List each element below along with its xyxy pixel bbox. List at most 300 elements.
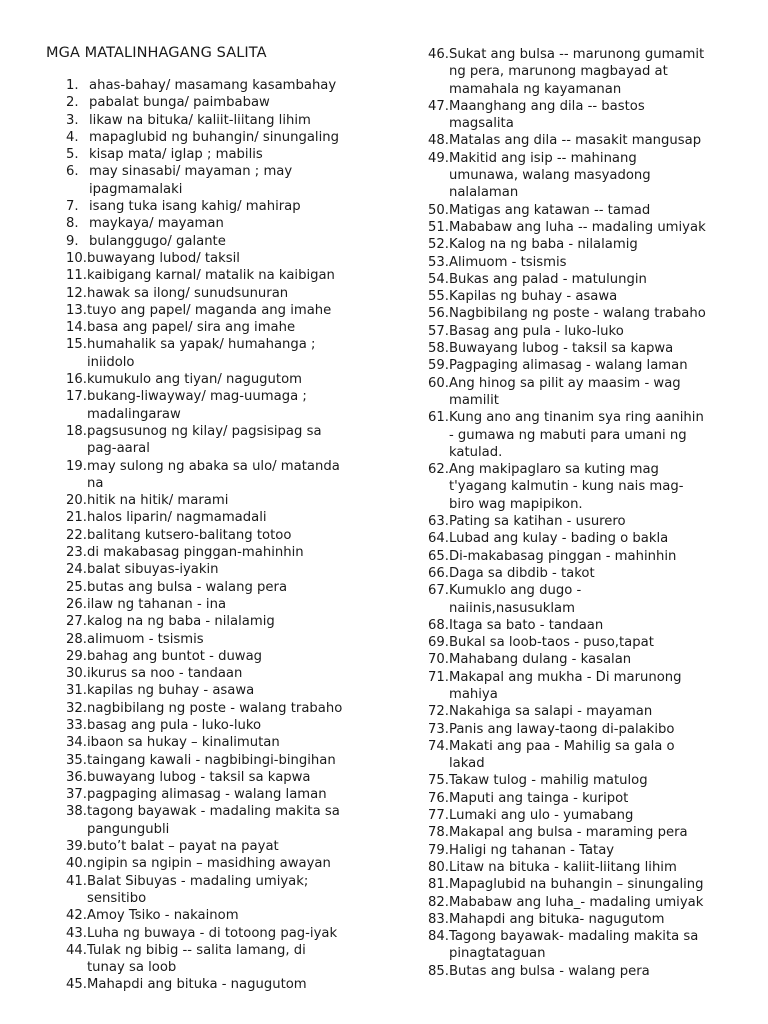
item-number: 42. [66,908,87,924]
item-text-line: Kumuklo ang dugo - [448,583,582,599]
list-item [428,565,728,582]
item-number: 14. [66,320,87,336]
item-number: 8. [66,216,79,232]
item-text [87,336,316,371]
item-text [449,842,614,859]
item-text-line: mamahala ng kayamanan [448,81,622,97]
item-text-line: tagong bayawak - madaling makita sa [86,804,340,820]
list-item [428,790,728,807]
item-number: 54. [428,271,449,287]
list-item [66,423,366,458]
item-text [87,561,219,578]
item-text-line: Tulak ng bibig -- salita lamang, di [86,942,306,958]
item-text [87,631,204,648]
list-item [66,631,366,648]
item-number: 85. [428,963,449,979]
list-item [66,855,366,872]
item-text [87,976,307,993]
item-text-line: magsalita [448,116,514,132]
list-item [428,409,728,461]
list-item [66,786,366,803]
item-number: 15. [66,337,87,353]
item-text-line: bukang-liwayway/ mag-uumaga ; [86,389,307,405]
item-text-line: t'yagang kalmutin - kung nais mag- [448,479,684,495]
item-text [87,665,242,682]
item-text-line: Itaga sa bato - tandaan [448,617,604,633]
item-text [87,648,262,665]
list-item [428,202,728,219]
item-text-line: balitang kutsero-balitang totoo [86,527,292,543]
item-text-line: Bukas ang palad - matulungin [448,271,647,287]
item-text [449,46,704,98]
item-number: 32. [66,700,87,716]
item-text-line: ilaw ng tahanan - ina [86,596,227,612]
item-text [87,838,279,855]
list-item [66,146,366,163]
list-item [428,323,728,340]
item-text [449,876,704,893]
item-text [87,492,228,509]
item-text [87,388,307,423]
item-text [449,323,624,340]
list-item [66,509,366,526]
item-number: 40. [66,856,87,872]
item-text [449,254,567,271]
item-number: 70. [428,652,449,668]
list-item [66,925,366,942]
item-text [449,928,698,963]
item-number: 84. [428,929,449,945]
item-text-line: taingang kawali - nagbibingi-bingihan [86,752,336,768]
item-number: 50. [428,202,449,218]
item-text [449,202,650,219]
item-text-line: - gumawa ng mabuti para umani ng [448,427,687,443]
item-number: 81. [428,877,449,893]
item-number: 43. [66,925,87,941]
item-text-line: hawak sa ilong/ sunudsunuran [86,285,289,301]
item-text [449,375,681,410]
item-number: 28. [66,631,87,647]
list-item [428,842,728,859]
list-item [66,579,366,596]
item-number: 18. [66,423,87,439]
item-text-line: Nakahiga sa salapi - mayaman [448,704,653,720]
list-item [428,236,728,253]
item-text-line: may sulong ng abaka sa ulo/ matanda [86,458,340,474]
item-text [449,634,654,651]
item-number: 66. [428,565,449,581]
item-text [87,682,254,699]
item-text [87,509,267,526]
item-text-line: Butas ang bulsa - walang pera [448,963,650,979]
item-text-line: ngipin sa ngipin – masidhing awayan [86,856,331,872]
item-text-line: bahag ang buntot - duwag [86,648,263,664]
item-text [87,579,287,596]
list-item [428,582,728,617]
item-text-line: Takaw tulog - mahilig matulog [448,773,648,789]
item-text [449,530,668,547]
item-number: 2. [66,95,79,111]
item-number: 10. [66,250,87,266]
item-number: 6. [66,164,79,180]
item-text [449,132,701,149]
item-text-line: halos liparin/ nagmamadali [86,510,267,526]
item-text [87,752,336,769]
page-title: MGA MATALINHAGANG SALITA [46,45,267,61]
item-number: 3. [66,112,79,128]
list-item [428,219,728,236]
item-number: 47. [428,98,449,114]
item-text [449,617,603,634]
item-text-line: Tagong bayawak- madaling makita sa [448,929,699,945]
item-text-line: Maanghang ang dila -- bastos [448,98,645,114]
item-text-line: may sinasabi/ mayaman ; may [89,164,293,180]
list-item [428,651,728,668]
item-number: 83. [428,911,449,927]
list-item [428,254,728,271]
item-text [87,942,306,977]
item-text [87,873,308,908]
item-text-line: balat sibuyas-iyakin [86,562,219,578]
item-text [87,717,261,734]
item-number: 39. [66,839,87,855]
list-item [66,285,366,302]
item-text-line: Litaw na bituka - kaliit-liitang lihim [448,859,677,875]
item-text-line: katulad. [448,444,503,460]
list-item [428,530,728,547]
item-number: 5. [66,147,79,163]
item-number: 29. [66,648,87,664]
item-text [89,129,339,146]
item-text [449,461,683,513]
list-item [428,513,728,530]
list-item [428,132,728,149]
item-number: 11. [66,268,87,284]
item-text-line: bulanggugo/ galante [89,233,226,249]
item-text-line: alimuom - tsismis [86,631,204,647]
item-text [87,803,340,838]
list-item [66,873,366,908]
item-text-line: mahiya [448,686,498,702]
item-text [449,219,706,236]
list-item [428,98,728,133]
item-text [89,146,263,163]
item-text-line: Bukal sa loob-taos - puso,tapat [448,635,654,651]
item-text-line: Pagpaging alimasag - walang laman [448,358,688,374]
list-item [66,734,366,751]
item-number: 71. [428,669,449,685]
item-number: 17. [66,389,87,405]
item-number: 78. [428,825,449,841]
item-text-line: pag-aaral [86,441,150,457]
item-number: 56. [428,306,449,322]
item-text-line: Lubad ang kulay - bading o bakla [448,531,669,547]
item-text [449,340,673,357]
item-number: 64. [428,531,449,547]
item-number: 49. [428,150,449,166]
item-text [89,94,270,111]
item-text-line: Ang hinog sa pilit ay maasim - wag [448,375,681,391]
item-text [87,302,331,319]
item-number: 79. [428,842,449,858]
item-text-line: Mahapdi ang bituka- nagugutom [448,911,665,927]
item-text-line: buwayang lubod/ taksil [86,250,240,266]
list-item [428,703,728,720]
item-number: 33. [66,717,87,733]
item-number: 16. [66,372,87,388]
item-text [449,807,633,824]
item-text-line: Sukat ang bulsa -- marunong gumamit [448,47,705,62]
item-text-line: hitik na hitik/ marami [86,493,229,509]
item-text-line: kumukulo ang tiyan/ nagugutom [86,372,302,388]
list-item [428,634,728,651]
list-item [66,94,366,111]
item-number: 75. [428,773,449,789]
item-text [449,859,677,876]
list-item [66,682,366,699]
item-text-line: iniidolo [86,354,135,370]
list-item [66,700,366,717]
item-text-line: kaibigang karnal/ matalik na kaibigan [86,268,335,284]
item-text-line: pagpaging alimasag - walang laman [86,787,327,803]
item-text-line: buto’t balat – payat na payat [86,839,279,855]
item-text [449,150,651,202]
item-text [89,198,301,215]
list-item [66,267,366,284]
item-number: 61. [428,410,449,426]
list-item [66,319,366,336]
list-item [428,150,728,202]
item-text [87,700,342,717]
item-text-line: isang tuka isang kahig/ mahirap [89,199,301,215]
item-text [87,267,335,284]
item-text [89,233,226,250]
item-number: 13. [66,302,87,318]
item-number: 44. [66,942,87,958]
item-text-line: nalalaman [448,185,519,201]
item-text-line: Kung ano ang tinanim sya ring aanihin [448,410,704,426]
item-text-line: nagbibilang ng poste - walang trabaho [86,700,343,716]
list-item [428,738,728,773]
list-item [428,617,728,634]
item-text [449,772,648,789]
item-text-line: Makitid ang isip -- mahinang [448,150,637,166]
list-item [66,838,366,855]
item-text [449,824,688,841]
list-item [66,302,366,319]
item-text [87,371,302,388]
list-item [428,824,728,841]
item-text-line: Mapaglubid na buhangin – sinungaling [448,877,704,893]
item-text-line: ahas-bahay/ masamang kasambahay [89,78,337,93]
item-text-line: Mababaw ang luha_- madaling umiyak [448,894,704,910]
item-text-line: buwayang lubog - taksil sa kapwa [86,769,311,785]
list-item [66,336,366,371]
item-number: 73. [428,721,449,737]
item-text-line: basag ang pula - luko-luko [86,717,262,733]
list-item [66,648,366,665]
item-number: 53. [428,254,449,270]
item-text-line: Buwayang lubog - taksil sa kapwa [448,341,674,357]
list-item [66,976,366,993]
list-item [66,752,366,769]
item-text [449,651,631,668]
list-item [428,807,728,824]
item-number: 1. [66,78,79,93]
item-text [449,669,682,704]
item-text-line: sensitibo [86,890,147,906]
list-item [428,288,728,305]
item-number: 9. [66,233,79,249]
item-text-line: humahalik sa yapak/ humahanga ; [86,337,316,353]
idiom-list-column-1 [66,77,366,994]
item-text [449,236,638,253]
item-number: 58. [428,341,449,357]
item-number: 69. [428,635,449,651]
item-number: 22. [66,527,87,543]
item-number: 48. [428,133,449,149]
item-text [87,596,226,613]
item-text-line: pinagtataguan [448,946,546,962]
item-text [87,458,340,493]
list-item [428,928,728,963]
item-text-line: Matalas ang dila -- masakit mangusap [448,133,702,149]
list-item [428,894,728,911]
item-text [449,305,706,322]
item-text [449,911,664,928]
item-number: 30. [66,666,87,682]
item-text-line: Ang makipaglaro sa kuting mag [448,462,659,478]
item-number: 41. [66,873,87,889]
item-text-line: kalog na ng baba - nilalamig [86,614,275,630]
item-text-line: Lumaki ang ulo - yumabang [448,808,634,824]
item-text-line: kapilas ng buhay - asawa [86,683,255,699]
list-item [428,271,728,288]
list-item [66,492,366,509]
item-number: 36. [66,769,87,785]
list-item [66,112,366,129]
item-text-line: ng pera, marunong magbayad at [448,64,668,80]
item-text-line: Mahapdi ang bituka - nagugutom [86,977,307,993]
item-text [87,925,337,942]
list-item [428,340,728,357]
item-text-line: naiinis,nasusuklam [448,600,575,616]
item-text-line: ibaon sa hukay – kinalimutan [86,735,280,751]
item-text [449,963,650,980]
list-item [428,357,728,374]
list-item [428,963,728,980]
item-text [89,77,336,94]
item-number: 19. [66,458,87,474]
item-number: 62. [428,462,449,478]
item-text [449,409,704,461]
list-item [428,305,728,322]
item-number: 31. [66,683,87,699]
item-text [87,285,288,302]
list-item [66,613,366,630]
list-item [66,129,366,146]
list-item [428,461,728,513]
item-number: 74. [428,738,449,754]
item-text-line: tunay sa loob [86,960,177,976]
item-number: 72. [428,704,449,720]
item-text-line: lakad [448,756,485,772]
item-number: 60. [428,375,449,391]
item-text [449,894,703,911]
list-item [66,717,366,734]
item-text [449,582,581,617]
list-item [428,859,728,876]
item-number: 45. [66,977,87,993]
item-text-line: Kalog na ng baba - nilalamig [448,237,638,253]
list-item [66,596,366,613]
item-text-line: likaw na bituka/ kaliit-liitang lihim [89,112,311,128]
item-number: 12. [66,285,87,301]
list-item [428,46,728,98]
item-number: 37. [66,787,87,803]
item-text-line: Mababaw ang luha -- madaling umiyak [448,219,706,235]
item-text [449,721,674,738]
item-text [87,527,291,544]
item-text-line: pabalat bunga/ paimbabaw [89,95,270,111]
item-text [449,565,595,582]
list-item [428,375,728,410]
item-text-line: Basag ang pula - luko-luko [448,323,624,339]
list-item [66,942,366,977]
item-number: 25. [66,579,87,595]
item-number: 4. [66,129,79,145]
item-number: 20. [66,493,87,509]
list-item [428,669,728,704]
item-text-line: na [86,475,104,491]
item-text-line: tuyo ang papel/ maganda ang imahe [86,302,332,318]
item-number: 7. [66,199,79,215]
list-item [66,458,366,493]
list-item [66,527,366,544]
item-number: 26. [66,596,87,612]
item-text-line: basa ang papel/ sira ang imahe [86,320,296,336]
item-number: 27. [66,614,87,630]
item-number: 65. [428,548,449,564]
item-number: 76. [428,790,449,806]
item-number: 68. [428,617,449,633]
item-text-line: Balat Sibuyas - madaling umiyak; [86,873,309,889]
item-text-line: Amoy Tsiko - nakainom [86,908,239,924]
item-text [449,548,676,565]
item-text-line: kisap mata/ iglap ; mabilis [89,147,263,163]
item-text [449,98,645,133]
item-number: 23. [66,545,87,561]
item-number: 82. [428,894,449,910]
item-text [449,513,626,530]
list-item [66,561,366,578]
item-text-line: Di-makabasag pinggan - mahinhin [448,548,677,564]
item-text-line: Luha ng buwaya - di totoong pag-iyak [86,925,338,941]
item-text [87,786,327,803]
item-text [87,855,331,872]
item-text [87,907,239,924]
item-text [89,112,311,129]
item-number: 35. [66,752,87,768]
item-text-line: umunawa, walang masyadong [448,168,651,184]
item-text-line: pagsusunog ng kilay/ pagsisipag sa [86,423,322,439]
item-text-line: di makabasag pinggan-mahinhin [86,545,304,561]
list-item [428,772,728,789]
list-item [66,198,366,215]
list-item [66,215,366,232]
item-text [449,271,647,288]
list-item [66,233,366,250]
